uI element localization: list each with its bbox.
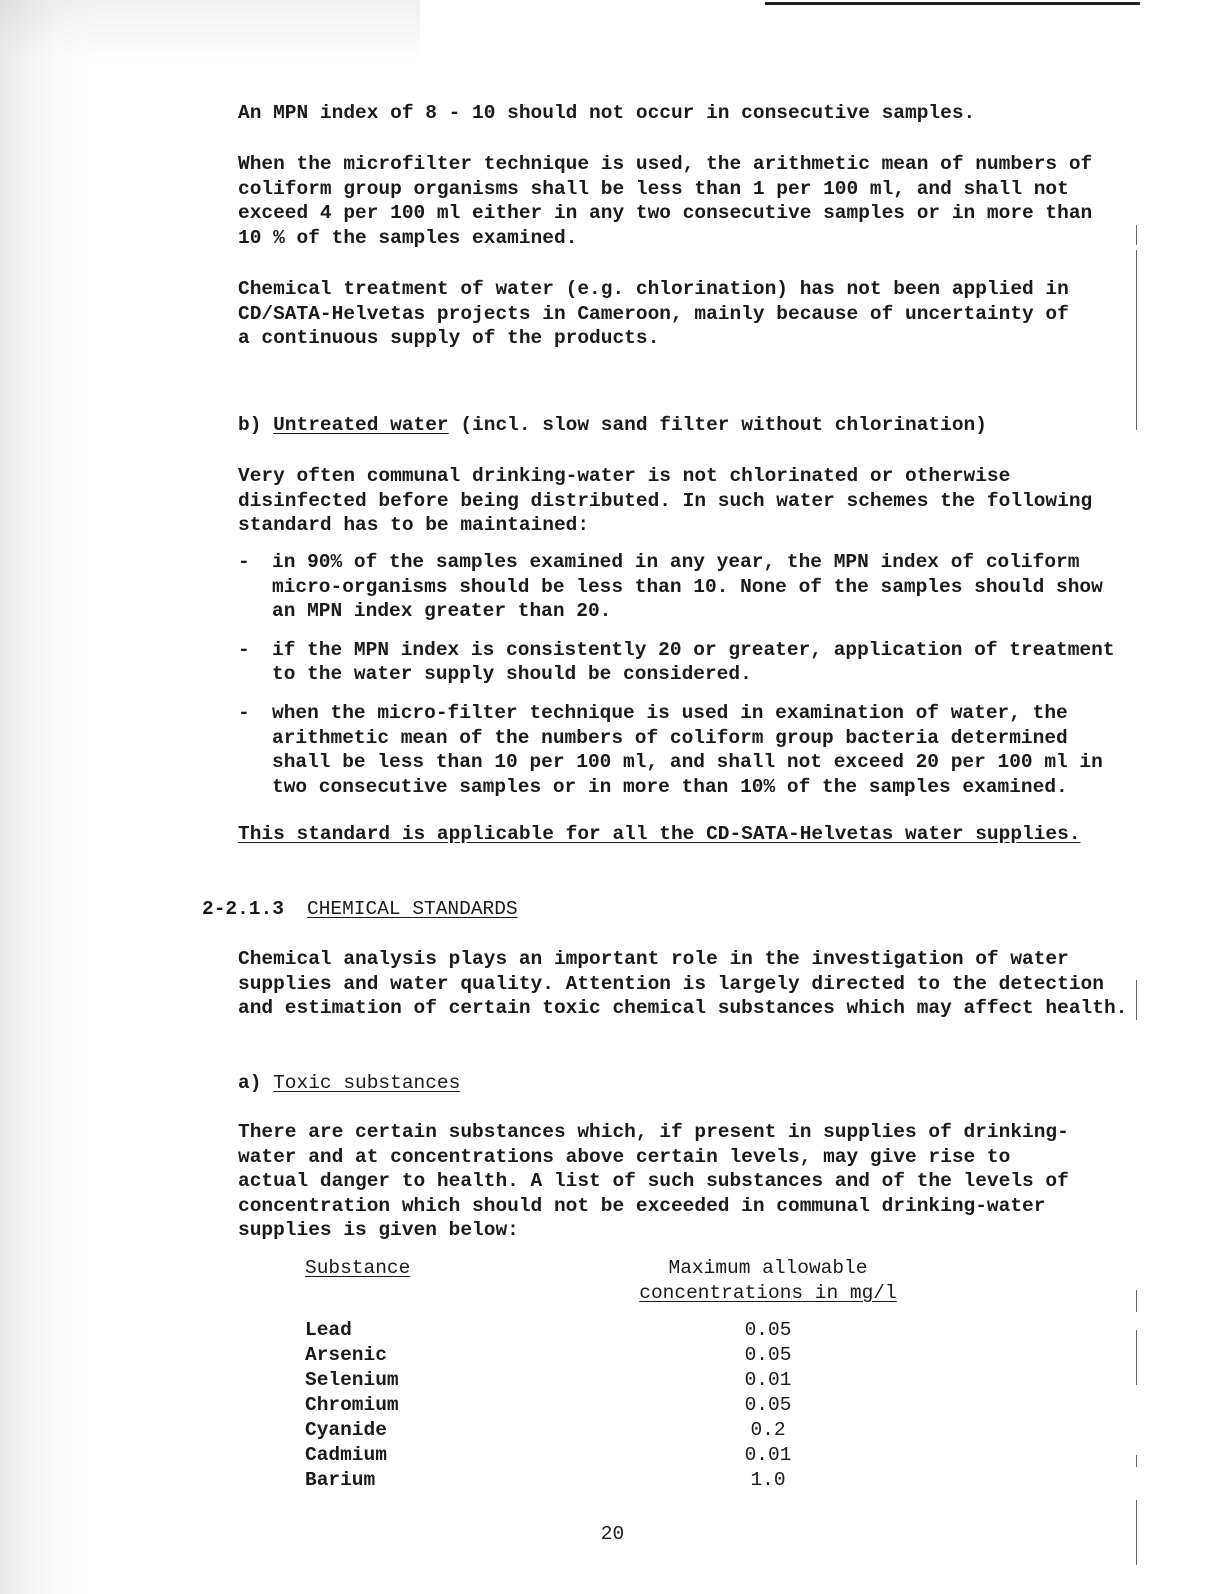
margin-mark: [1136, 1455, 1137, 1467]
concentration-value: 0.05: [744, 1344, 792, 1366]
substance-name: Chromium: [305, 1394, 399, 1416]
top-rule: [765, 2, 1140, 5]
table-row: [305, 1343, 925, 1368]
substance-name: Cyanide: [305, 1419, 387, 1441]
list-item: [238, 701, 1118, 799]
substance-name: Arsenic: [305, 1344, 387, 1366]
column-header-substance: Substance: [305, 1257, 411, 1279]
scan-shadow-top: [0, 0, 420, 60]
paragraph-standard-applicable: This standard is applicable for all the CD-SATA-Helvetas water supplies.: [238, 823, 1081, 845]
substance-name: Barium: [305, 1469, 376, 1491]
list-item-text: when the micro-filter technique is used in examination of water, the arithmetic mean of the numbers of coliform group bacteria determined shall be less than 10 per 100 ml, and shall not exceed 20 per 100 ml in two consecutive samples or in more than 10% of the samples examined.: [272, 701, 1103, 798]
table-row: [305, 1443, 925, 1468]
section-title-untreated-water: Untreated water: [273, 414, 449, 436]
list-item-text: if the MPN index is consistently 20 or greater, application of treatment to the water supply should be considered.: [272, 638, 1115, 686]
table-header: [305, 1256, 925, 1281]
table-row: [305, 1418, 925, 1443]
toxic-substances-table: [305, 1256, 925, 1493]
paragraph-chemical-treatment: Chemical treatment of water (e.g. chlorination) has not been applied in CD/SATA-Helvetas projects in Cameroon, mainly because of uncertainty of a continuous supply of the products.: [238, 278, 1069, 350]
table-row: [305, 1318, 925, 1343]
paragraph-mpn-consecutive: An MPN index of 8 - 10 should not occur in consecutive samples.: [238, 102, 976, 124]
scan-shadow-left: [0, 0, 95, 1594]
concentration-value: 0.05: [744, 1319, 792, 1341]
table-row: [305, 1393, 925, 1418]
section-title-chemical-standards: CHEMICAL STANDARDS: [307, 898, 518, 920]
paragraph-untreated-intro: Very often communal drinking-water is not chlorinated or otherwise disinfected before being distributed. In such water schemes the following standard has to be maintained:: [238, 465, 1093, 537]
concentration-value: 0.05: [744, 1394, 792, 1416]
substance-name: Selenium: [305, 1369, 399, 1391]
margin-mark: [1136, 1330, 1137, 1385]
list-item: [238, 550, 1118, 624]
list-item-text: in 90% of the samples examined in any year, the MPN index of coliform micro-organisms should be less than 10. None of the samples should show an MPN index greater than 20.: [272, 551, 1103, 623]
section-label: b): [238, 414, 262, 436]
bullet-list: [238, 550, 1118, 799]
section-number: 2-2.1.3: [202, 898, 284, 920]
section-heading-untreated: [238, 413, 1138, 438]
list-item: [238, 638, 1118, 687]
table-header: [305, 1281, 925, 1306]
bullet-dash: -: [238, 551, 250, 573]
section-subtitle: (incl. slow sand filter without chlorination): [460, 414, 987, 436]
bullet-dash: -: [238, 638, 250, 661]
section-title-toxic-substances: Toxic substances: [273, 1072, 461, 1094]
concentration-value: 0.2: [750, 1419, 786, 1441]
section-heading-toxic: [238, 1071, 1138, 1096]
concentration-value: 0.01: [744, 1369, 792, 1391]
margin-mark: [1136, 225, 1137, 245]
substance-name: Cadmium: [305, 1444, 387, 1466]
margin-mark: [1136, 980, 1137, 1020]
section-label: a): [238, 1072, 262, 1094]
margin-mark: [1136, 250, 1137, 430]
section-heading-chemical: [202, 897, 1102, 922]
table-row: [305, 1368, 925, 1393]
column-header-max-line1: Maximum allowable: [668, 1257, 868, 1279]
concentration-value: 1.0: [750, 1469, 786, 1491]
paragraph-microfilter: When the microfilter technique is used, the arithmetic mean of numbers of coliform group organisms shall be less than 1 per 100 ml, and shall not exceed 4 per 100 ml either in any two consecutive samples or in more than 10 % of the samples examined.: [238, 153, 1093, 249]
column-header-max-line2: concentrations in mg/l: [639, 1282, 897, 1304]
page-number: 20: [600, 1523, 625, 1545]
concentration-value: 0.01: [744, 1444, 792, 1466]
bullet-dash: -: [238, 701, 250, 724]
substance-name: Lead: [305, 1319, 352, 1341]
paragraph-chemical-analysis: Chemical analysis plays an important role in the investigation of water supplies and water quality. Attention is largely directed to the detection and estimation of certain toxic chemical substances which may affect health.: [238, 948, 1128, 1020]
table-row: [305, 1468, 925, 1493]
paragraph-toxic-intro: There are certain substances which, if present in supplies of drinking-water and at concentrations above certain levels, may give rise to actual danger to health. A list of such substances and of the levels of concentration which should not be exceeded in communal drinking-water supplies is given below:: [238, 1121, 1069, 1242]
margin-mark: [1136, 1290, 1137, 1312]
